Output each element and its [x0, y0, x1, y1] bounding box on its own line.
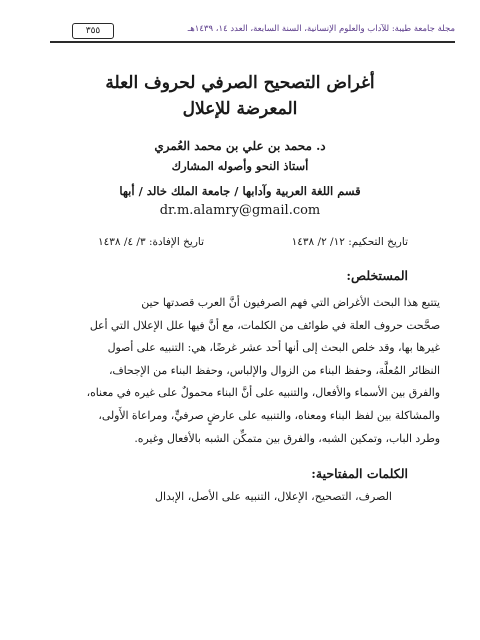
journal-running-title: مجلة جامعة طيبة: للآداب والعلوم الإنسانية، السنة السابعة، العدد ١٤، ١٤٣٩هـ: [187, 24, 455, 34]
paper-title-line-2: المعرضة للإعلال: [182, 99, 298, 119]
abstract-line: والفرق بين الأسماء والأفعال، والتنبيه على أنَّ البناء محمولٌ على غيره في معناه،: [86, 386, 440, 400]
abstract-heading: المستخلص:: [346, 268, 408, 283]
author-name: د. محمد بن علي بن محمد العُمري: [154, 139, 326, 153]
page-number: ٣٥٥: [72, 23, 114, 39]
paper-title-line-1: أغراض التصحيح الصرفي لحروف العلة: [105, 73, 375, 93]
author-position: أستاذ النحو وأصوله المشارك: [171, 159, 309, 173]
abstract-line: النظائر المُعلَّة، وحفظ البناء من الزوال والإلباس، وحفظ البناء من الإجحاف،: [108, 363, 440, 377]
abstract-line: يتتبع هذا البحث الأغراض التي فهم الصرفيون أنَّ العرب قصدتها حين: [141, 296, 440, 309]
abstract-line: وطرد الباب، وتمكين الشبه، والفرق بين متمكِّن الشبه بالأفعال وغيره.: [134, 431, 440, 445]
header-rule: [50, 41, 455, 43]
author-affiliation: قسم اللغة العربية وآدابها / جامعة الملك خالد / أبها: [119, 184, 361, 198]
author-email[interactable]: dr.m.alamry@gmail.com: [159, 203, 321, 218]
keywords-heading: الكلمات المفتاحية:: [311, 466, 408, 481]
abstract-line: والمشاكلة بين لفظ البناء ومعناه، والتنبيه على عارضٍ صرفيٍّ، ومراعاة الأَولى،: [98, 408, 440, 422]
abstract-line: غيرها بها، وقد خلص البحث إلى أنها أحد عشر غرضًا، هي: التنبيه على أصول: [107, 341, 440, 355]
abstract-body: [48, 292, 440, 450]
journal-header: [50, 23, 455, 41]
keywords-list: الصرف، التصحيح، الإعلال، التنبيه على الأصل، الإبدال: [154, 490, 392, 503]
abstract-line: صحَّحت حروف العلة في طوائف من الكلمات، مع أنَّ فيها علل الإعلال التي أعل: [89, 318, 440, 332]
judgment-date: تاريخ التحكيم: ١٢/ ٢/ ١٤٣٨: [291, 236, 408, 248]
benefit-date: تاريخ الإفادة: ٣/ ٤/ ١٤٣٨: [98, 236, 205, 248]
